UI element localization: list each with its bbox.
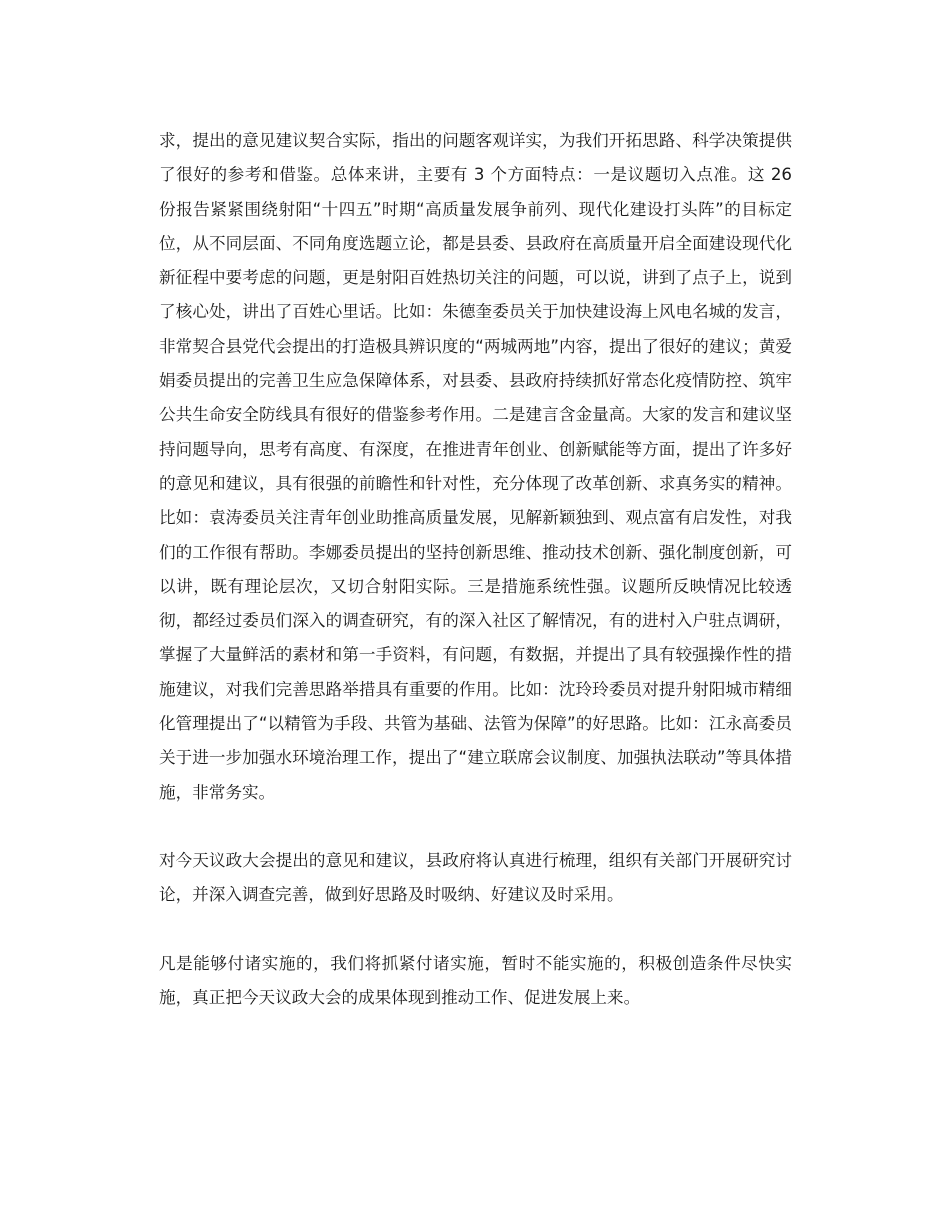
paragraph-3: 凡是能够付诸实施的，我们将抓紧付诸实施，暂时不能实施的，积极创造条件尽快实施，真正把今天议政大会的成果体现到推动工作、促进发展上来。 — [159, 953, 792, 1007]
paragraph-1: 求，提出的意见建议契合实际，指出的问题客观详实，为我们开拓思路、科学决策提供了很好的参考和借鉴。总体来讲，主要有 3 个方面特点：一是议题切入点准。这 26 份报告紧紧围绕射阳“十四五”时期“高质量发展争前列、现代化建设打头阵”的目标定位，从不同层面、不同角度选题立论，都是县委、县政府在高质量开启全面建设现代化新征程中要考虑的问题，更是射阳百姓热切关注的问题，可以说，讲到了点子上，说到了核心处，讲出了百姓心里话。比如：朱德奎委员关于加快建设海上风电名城的发言，非常契合县党代会提出的打造极具辨识度的“两城两地”内容，提出了很好的建议；黄爱娟委员提出的完善卫生应急保障体系，对县委、县政府持续抓好常态化疫情防控、筑牢公共生命安全防线具有很好的借鉴参考作用。二是建言含金量高。大家的发言和建议坚持问题导向，思考有高度、有深度，在推进青年创业、创新赋能等方面，提出了许多好的意见和建议，具有很强的前瞻性和针对性，充分体现了改革创新、求真务实的精神。比如：袁涛委员关注青年创业助推高质量发展，见解新颖独到、观点富有启发性，对我们的工作很有帮助。李娜委员提出的坚持创新思维、推动技术创新、强化制度创新，可以讲，既有理论层次，又切合射阳实际。三是措施系统性强。议题所反映情况比较透彻，都经过委员们深入的调查研究，有的深入社区了解情况，有的进村入户驻点调研，掌握了大量鲜活的素材和第一手资料，有问题，有数据，并提出了具有较强操作性的措施建议，对我们完善思路举措具有重要的作用。比如：沈玲玲委员对提升射阳城市精细化管理提出了“以精管为手段、共管为基础、法管为保障”的好思路。比如：江永高委员关于进一步加强水环境治理工作，提出了“建立联席会议制度、加强执法联动”等具体措施，非常务实。 — [159, 131, 792, 802]
paragraph-spacer — [159, 810, 792, 844]
paragraph-2: 对今天议政大会提出的意见和建议，县政府将认真进行梳理，组织有关部门开展研究讨论，并深入调查完善，做到好思路及时吸纳、好建议及时采用。 — [159, 850, 792, 905]
paragraph-spacer — [159, 913, 792, 947]
document-page — [159, 124, 792, 1015]
